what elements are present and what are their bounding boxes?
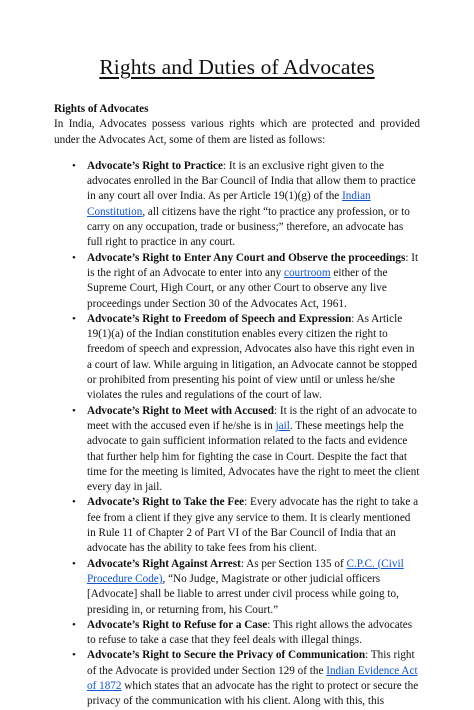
right-text: : Every advocate has the right to take a fee from a client if they give any service to them. It is clearly mentioned in Rule 11 of Chapter 2 of Part VI of the Bar Council of India that an advocate has the ability to take fees from his client. <box>87 496 419 555</box>
right-text-continued: either of the Supreme Court, High Court, or any other Court to observe any live proceedings under Section 30 of the Advocates Act, 1961. <box>87 266 388 310</box>
bullet-icon: • <box>72 496 76 509</box>
right-text: : As per Section 135 of <box>240 557 347 570</box>
right-text: : It is the right of an Advocate to enter into any <box>87 251 419 279</box>
right-term: Advocate’s Right to Secure the Privacy of Communication <box>87 649 366 662</box>
list-item <box>72 404 420 496</box>
list-item <box>72 618 420 649</box>
right-text: : As Article 19(1)(a) of the Indian constitution enables every citizen the right to freedom of speech and expression, Advocates also have this right even in a court of law. While arguing in litigation, an Advocate cannot be stopped or prohibited from presenting his point of view until or unless he/she violates the rules and regulations of the court of law. <box>87 312 418 402</box>
list-item <box>72 557 420 618</box>
right-text-continued: , all citizens have the right “to practice any profession, or to carry on any occupation, trade or business;” therefore, an advocate has full right to practice in any court. <box>87 205 410 249</box>
list-item <box>72 312 420 404</box>
link-indian-evidence-act[interactable]: Indian Evidence Act of 1872 <box>87 664 418 692</box>
bullet-icon: • <box>72 404 76 417</box>
link-courtroom[interactable]: courtroom <box>283 266 331 279</box>
right-text: : This right of the Advocate is provided under Section 129 of the <box>87 649 415 677</box>
right-text: : This right allows the advocates to refuse to take a case that they feel deals with illegal things. <box>87 618 413 647</box>
right-text: : It is an exclusive right given to the advocates enrolled in the Bar Council of India that allow them to practice in any court all over India. As per Article 19(1)(g) of the <box>87 159 416 203</box>
bullet-icon: • <box>72 618 76 631</box>
document-title: Rights and Duties of Advocates <box>99 55 375 79</box>
right-term: Advocate’s Right to Meet with Accused <box>87 404 274 417</box>
right-text: : It is the right of an advocate to meet with the accused even if he/she is in <box>87 404 417 432</box>
bullet-icon: • <box>72 159 76 172</box>
list-item <box>72 495 420 556</box>
right-term: Advocate’s Right to Freedom of Speech and Expression <box>87 312 352 325</box>
right-text-continued: , “No Judge, Magistrate or other judicial officers [Advocate] shall be liable to arrest under civil process while going to, presiding in, or returning from, his Court.” <box>87 572 399 616</box>
right-term: Advocate’s Right to Refuse for a Case <box>87 618 268 631</box>
list-item <box>72 159 420 251</box>
bullet-icon: • <box>72 251 76 264</box>
section-heading: Rights of Advocates <box>54 103 149 115</box>
right-text-continued: which states that an advocate has the right to protect or secure the privacy of the communication with his client. Along with this, this <box>87 679 419 708</box>
right-term: Advocate’s Right to Enter Any Court and Observe the proceedings <box>87 251 406 264</box>
bullet-icon: • <box>72 649 76 662</box>
right-term: Advocate’s Right Against Arrest <box>87 557 241 570</box>
link-civil-procedure-code[interactable]: C.P.C. (Civil Procedure Code) <box>87 557 404 585</box>
list-item <box>72 251 420 312</box>
list-item <box>72 648 420 709</box>
bullet-icon: • <box>72 557 76 570</box>
link-jail[interactable]: jail <box>275 419 290 432</box>
bullet-icon: • <box>72 312 76 325</box>
section-intro: In India, Advocates possess various rights which are protected and provided under the Advocates Act, some of them are listed as follows: <box>54 118 420 146</box>
right-term: Advocate’s Right to Take the Fee <box>87 496 245 509</box>
right-text-continued: . These meetings help the advocate to gain sufficient information related to the facts and evidence that further help him for fighting the case in Court. Despite the fact that time for the meeting is limited, Advocates have the right to meet the client every day in jail. <box>87 419 420 494</box>
rights-list <box>54 159 420 710</box>
right-term: Advocate’s Right to Practice <box>87 159 223 172</box>
link-indian-constitution[interactable]: Indian Constitution <box>87 190 371 218</box>
